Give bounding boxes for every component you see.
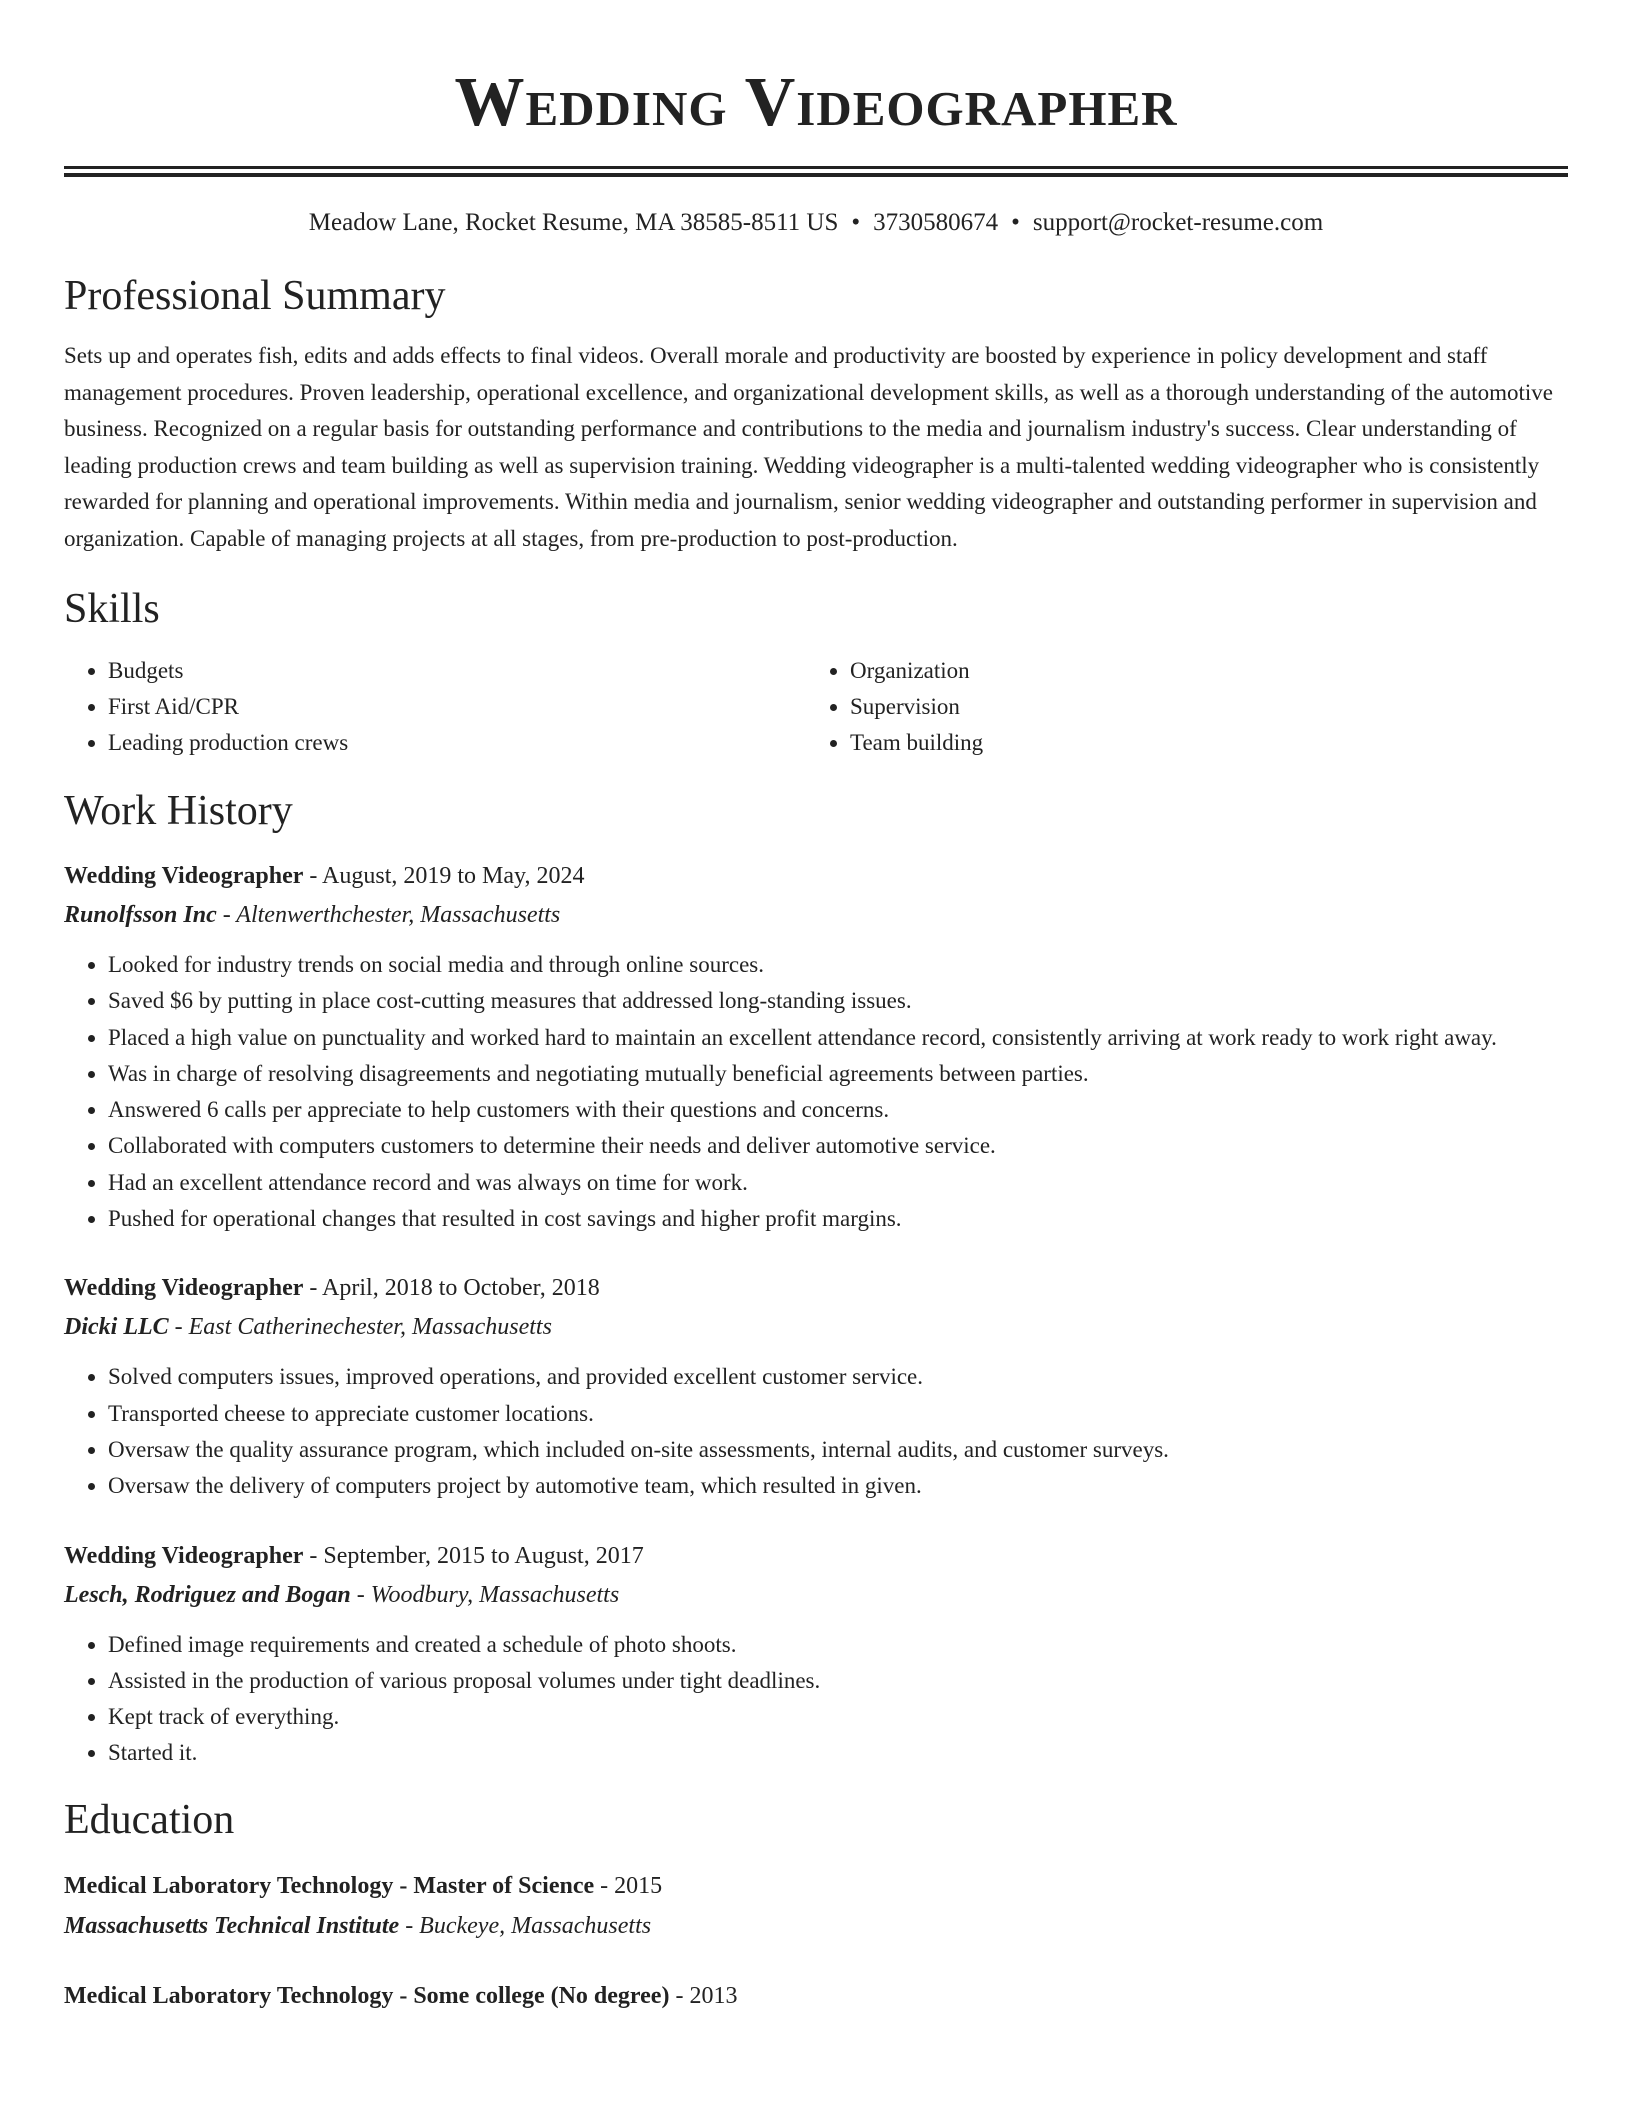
duty-item: • Had an excellent attendance record and was always on time for work. [108,1165,1568,1201]
duty-item: • Looked for industry trends on social media and through online sources. [108,947,1568,983]
company-location: - Woodbury, Massachusetts [350,1581,620,1608]
job-entry [64,1269,1568,1504]
company-line [64,1575,1568,1615]
company-name: Dicki LLC [64,1314,169,1341]
skill-item: • Supervision [850,689,1548,725]
summary-text: Sets up and operates fish, edits and adds effects to final videos. Overall morale and productivity are boosted by experience in policy development and staff management procedures. Proven leadership, operational excellence, and organizational development skills, as well as a thorough understanding of the automotive business. Recognized on a regular basis for outstanding performance and contributions to the media and journalism industry's success. Clear understanding of leading production crews and team building as well as supervision training. Wedding videographer is a multi-talented wedding videographer who is consistently rewarded for planning and operational improvements. Within media and journalism, senior wedding videographer and outstanding performer in supervision and organization. Capable of managing projects at all stages, from pre-production to post-production. [64,343,1553,551]
duty-item: • Oversaw the quality assurance program, which included on-site assessments, internal audits, and customer surveys. [108,1432,1568,1468]
company-name: Runolfsson Inc [64,902,217,928]
education-entry [64,1976,1568,2016]
skill-item: • Budgets [108,653,806,689]
duty-item: • Was in charge of resolving disagreements and negotiating mutually beneficial agreements between parties. [108,1056,1568,1092]
duty-item: • Solved computers issues, improved operations, and provided excellent customer service. [108,1359,1568,1395]
education-year: - 2013 [669,1982,738,2009]
education-degree: Medical Laboratory Technology - Some college (No degree) [64,1982,670,2009]
education-school-line [64,1906,1568,1946]
header-double-rule [64,166,1568,177]
duty-item: • Defined image requirements and created a schedule of photo shoots. [108,1627,1568,1663]
duty-item: • Pushed for operational changes that resulted in cost savings and higher profit margins. [108,1201,1568,1237]
education-entry [64,1866,1568,1946]
section-heading-skills: Skills [64,586,160,632]
job-dates: - April, 2018 to October, 2018 [303,1275,600,1302]
duty-item: • Collaborated with computers customers to determine their needs and deliver automotive service. [108,1128,1568,1164]
job-duties [64,1359,1568,1504]
contact-separator: • [1011,209,1020,236]
skills-column-left [64,653,806,761]
contact-email: support@rocket-resume.com [1032,209,1324,236]
section-heading-work-history: Work History [64,788,293,834]
skill-item: • Organization [850,653,1548,689]
skill-item: • Team building [850,725,1548,761]
duty-item: • Oversaw the delivery of computers project by automotive team, which resulted in given. [108,1468,1568,1504]
job-duties [64,1627,1568,1772]
education-year: - 2015 [594,1872,663,1899]
duty-item: • Saved $6 by putting in place cost-cutting measures that addressed long-standing issues. [108,983,1568,1019]
skills-list [64,653,1568,761]
skill-item: • Leading production crews [108,725,806,761]
job-title-line [64,857,1568,895]
education-location: - Buckeye, Massachusetts [399,1912,652,1939]
duty-item: • Answered 6 calls per appreciate to help customers with their questions and concerns. [108,1092,1568,1128]
job-title: Wedding Videographer [64,863,304,889]
duty-item: • Kept track of everything. [108,1699,1568,1735]
job-duties [64,947,1568,1237]
job-dates: - August, 2019 to May, 2024 [303,863,585,889]
job-entry [64,857,1568,1237]
education-degree-line [64,1976,1568,2016]
job-dates: - September, 2015 to August, 2017 [303,1542,644,1569]
section-heading-summary: Professional Summary [64,273,446,319]
contact-phone: 3730580674 [873,209,999,236]
education-degree-line [64,1866,1568,1906]
contact-line [64,206,1568,240]
section-heading-education: Education [64,1796,235,1843]
contact-separator: • [851,209,861,236]
education-degree: Medical Laboratory Technology - Master of Science [64,1872,595,1899]
job-title: Wedding Videographer [64,1275,304,1302]
company-location: - East Catherinechester, Massachusetts [168,1314,552,1341]
resume-name: Wedding Videographer [454,64,1178,141]
education-school: Massachusetts Technical Institute [64,1912,400,1939]
job-title-line [64,1269,1568,1307]
duty-item: • Started it. [108,1735,1568,1771]
skill-item: • First Aid/CPR [108,689,806,725]
contact-address: Meadow Lane, Rocket Resume, MA 38585-8511 US [308,209,839,236]
company-location: - Altenwerthchester, Massachusetts [216,902,561,928]
duty-item: • Assisted in the production of various proposal volumes under tight deadlines. [108,1663,1568,1699]
company-line [64,895,1568,935]
job-title-line [64,1537,1568,1575]
job-entry [64,1537,1568,1772]
company-line [64,1307,1568,1347]
company-name: Lesch, Rodriguez and Bogan [64,1581,351,1608]
job-title: Wedding Videographer [64,1542,304,1569]
duty-item: • Transported cheese to appreciate customer locations. [108,1396,1568,1432]
duty-item: • Placed a high value on punctuality and worked hard to maintain an excellent attendance record, consistently arriving at work ready to work right away. [108,1020,1568,1056]
skills-column-right [806,653,1548,761]
